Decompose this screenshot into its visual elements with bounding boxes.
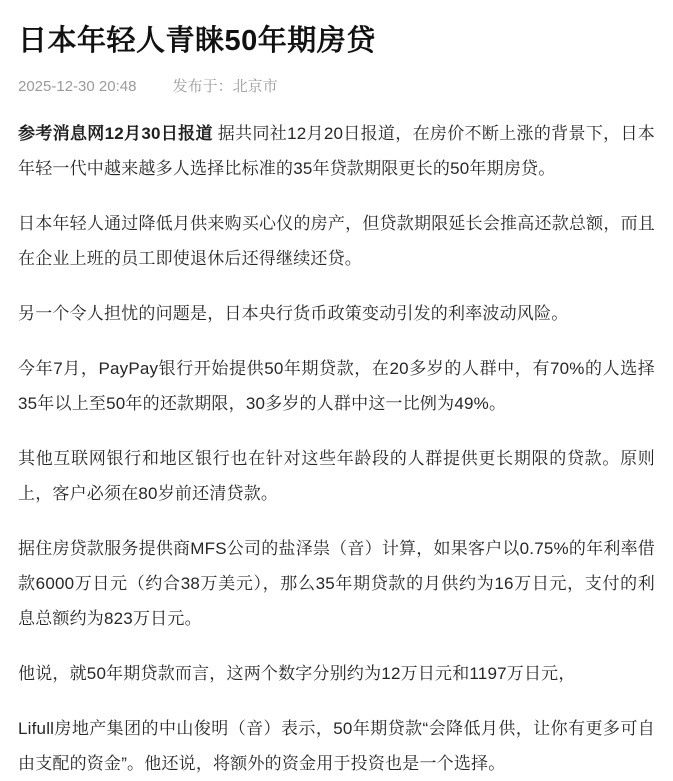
paragraph-text: 其他互联网银行和地区银行也在针对这些年龄段的人群提供更长期限的贷款。原则上，客户必须在80岁前还清贷款。 xyxy=(18,449,655,504)
paragraph-text: 另一个令人担忧的问题是，日本央行货币政策变动引发的利率波动风险。 xyxy=(18,304,569,324)
paragraph xyxy=(18,441,655,511)
paragraph-text: 据住房贷款服务提供商MFS公司的盐泽祟（音）计算，如果客户以0.75%的年利率借款6000万日元（约合38万美元），那么35年期贷款的月供约为16万日元，支付的利息总额约为823万日元。 xyxy=(18,539,655,629)
publish-meta xyxy=(18,78,655,96)
paragraph xyxy=(18,531,655,636)
paragraph xyxy=(18,116,655,186)
paragraph xyxy=(18,711,655,781)
paragraph xyxy=(18,656,655,691)
paragraph-text: Lifull房地产集团的中山俊明（音）表示，50年期贷款“会降低月供，让你有更多可自由支配的资金”。他还说，将额外的资金用于投资也是一个选择。 xyxy=(18,719,655,774)
publish-date: 2025-12-30 20:48 xyxy=(18,78,137,96)
paragraph-text: 今年7月，PayPay银行开始提供50年期贷款，在20多岁的人群中，有70%的人选择35年以上至50年的还款期限，30多岁的人群中这一比例为49%。 xyxy=(18,359,655,414)
lead-source: 参考消息网12月30日报道 xyxy=(18,124,213,144)
paragraph xyxy=(18,296,655,331)
paragraph-text: 日本年轻人通过降低月供来购买心仪的房产，但贷款期限延长会推高还款总额，而且在企业上班的员工即使退休后还得继续还贷。 xyxy=(18,214,655,269)
paragraph xyxy=(18,351,655,421)
paragraph-text: 他说，就50年期贷款而言，这两个数字分别约为12万日元和1197万日元， xyxy=(18,664,576,684)
paragraph-text: 据共同社12月20日报道，在房价不断上涨的背景下，日本年轻一代中越来越多人选择比标准的35年贷款期限更长的50年期房贷。 xyxy=(18,124,656,179)
article-body xyxy=(18,116,655,781)
publish-location: 发布于：北京市 xyxy=(172,78,278,96)
paragraph xyxy=(18,206,655,276)
article-title: 日本年轻人青睐50年期房贷 xyxy=(18,25,376,57)
